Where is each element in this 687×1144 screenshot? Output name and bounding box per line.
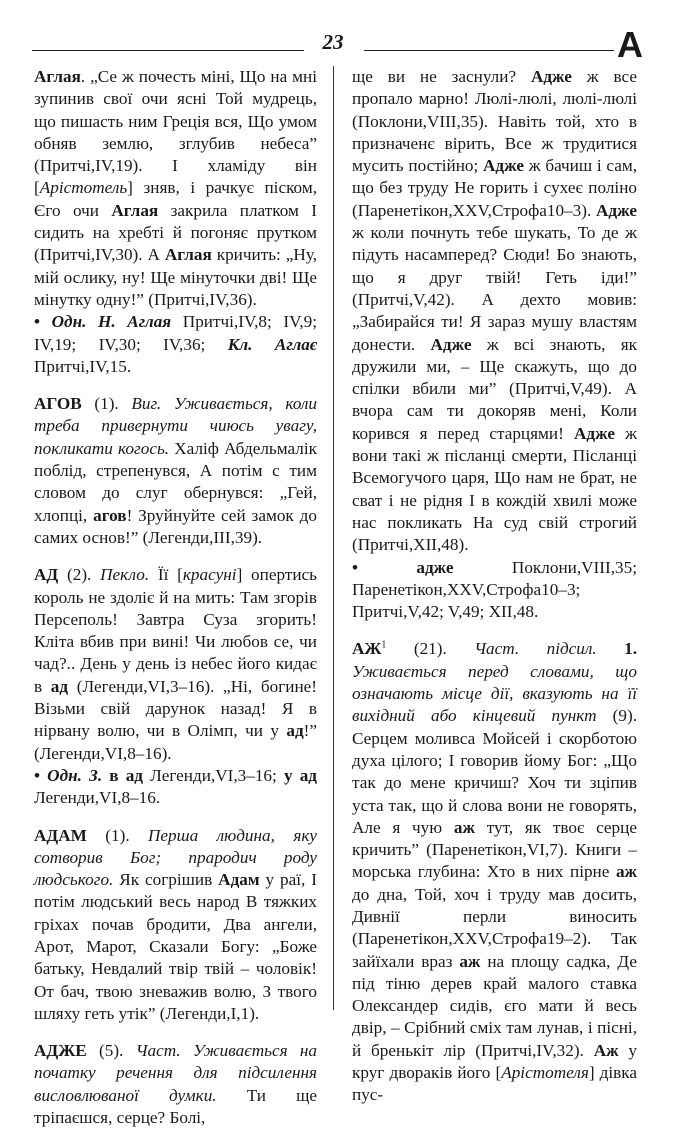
dictionary-entry (34, 66, 317, 378)
entry-text (34, 564, 317, 765)
headword-or-emphasis: аж (615, 862, 637, 882)
gloss-text: Арістотель (39, 178, 128, 198)
headword-or-emphasis: • (352, 557, 417, 577)
body-text: Ти ще тріпаєшся, серце? Болі, (34, 1085, 317, 1128)
headword-or-emphasis: Адже (530, 67, 572, 86)
headword-or-emphasis: аж (453, 817, 475, 837)
entry-text (352, 66, 637, 557)
headword-or-emphasis: 1. (624, 639, 637, 659)
body-text: (9). Серцем моливса Мойсей і скорботою духа цілого; І говорив йому Бог: „Що так до мене кричиш? Хоч ти зціпив уста так, що й слова вони не говорять, Але я чую (352, 706, 637, 837)
dictionary-entry (34, 1040, 317, 1129)
body-text: кричить: „Ну, мій ослику, ну! Ще мінуточки дві! Ще мінутку одну!” (Притчі,IV,36). (34, 245, 317, 309)
right-column (352, 66, 637, 1122)
headword-or-emphasis: АДАМ (34, 825, 87, 845)
body-text: тут, як твоє серце кричить” (Паренетікон,VI,7). Книги – морська глубина: Хто в них пірне (352, 817, 637, 882)
headword-or-emphasis: АД (34, 565, 59, 585)
headword-or-emphasis: ад (286, 721, 304, 741)
headword-or-emphasis: • (34, 765, 48, 785)
headword-or-emphasis: в ад (102, 765, 144, 785)
gloss-text: Арістотеля (501, 1063, 589, 1083)
headword-or-emphasis: Адже (430, 334, 472, 354)
body-text: Притчі,IV,8; IV,9; IV,19; IV,30; IV,36; (34, 312, 317, 354)
body-text: (21). (386, 639, 475, 659)
body-text: ж все пропало марно! Люлі-люлі, люлі-люлі (Поклони,VIII,35). Навіть той, хто в призначенє вірить, Все ж трудитися мусить постійно; (352, 67, 637, 176)
body-text: !” (Легенди,VI,8–16). (34, 721, 317, 763)
body-text: 1 (381, 639, 387, 651)
dictionary-entry (34, 393, 317, 549)
headword-or-emphasis: аж (459, 951, 481, 971)
body-text: Її [ (149, 565, 183, 585)
body-text: (1). (86, 825, 149, 845)
left-column (34, 66, 317, 1144)
body-text: у круг двораків його [ (352, 1040, 638, 1083)
headword-or-emphasis: Аглая (164, 245, 212, 265)
body-text: Притчі,IV,15. (34, 356, 132, 376)
body-text: Легенди,VI,8–16. (34, 788, 161, 808)
headword-or-emphasis: адже (416, 557, 454, 577)
headword-or-emphasis: Аглая (111, 200, 159, 220)
headword-or-emphasis: Одн. Н. Аглая (51, 312, 172, 332)
gloss-text: Част. підсил. (474, 639, 597, 659)
body-text: Як согрішив (113, 870, 219, 890)
body-text: Халіф Абдельмалік поблід, стрепенувся, А потім с тим словом до слуг обернувся: „Гей, хлопці, (34, 438, 317, 525)
body-text: (2). (58, 565, 101, 585)
headword-or-emphasis: Адже (596, 200, 637, 220)
dictionary-entry (34, 825, 317, 1026)
page-header (0, 0, 687, 66)
body-text: ж коли почнуть тебе шукать, То де ж підуть насамперед? Сюди! Бо знають, що я друг твій! Геть іди!” (Притчі,V,42). А дехто мовив: „Забирайся ти! Я зараз мушу властям донести. (352, 223, 637, 354)
gloss-text: Пекло. (100, 565, 150, 585)
body-text: Поклони,VIII,35; Паренетікон,XXV,Строфа10–3; Притчі,V,42; V,49; XII,48. (352, 557, 637, 622)
headword-or-emphasis: АЖ (352, 639, 382, 659)
body-text: ж бачиш і сам, що без труду Не горить і сухеє поліно (Паренетікон,XXV,Строфа10–3). (352, 156, 637, 220)
column-divider (333, 66, 334, 1010)
body-text: ж всі знають, як дружили ми, – Ще скажуть, що до спілки вбили ми” (Притчі,V,49). А вчора сам ти докоряв мені, Коли корився я перед старцями! (352, 334, 637, 443)
body-text: ] зняв, і рачкує піском, Єго очи (34, 178, 317, 220)
gloss-text: Част. Уживається на початку речення для підсилення висловлюваної думки. (34, 1041, 317, 1105)
gloss-text: Уживається перед словами, що означають місце дії, вказують на її вихідний або кінцевий пункт (352, 661, 637, 726)
headword-or-emphasis: Аж (593, 1040, 619, 1060)
body-text: закрила платком І сидить на хребті й погоняє прутком (Притчі,IV,30). А (34, 200, 317, 265)
headword-or-emphasis: у ад (283, 765, 317, 785)
body-text: (5). (86, 1041, 136, 1061)
entry-text (34, 393, 317, 549)
headword-or-emphasis: Адже (483, 156, 524, 176)
entry-forms (34, 765, 317, 810)
entry-forms (352, 557, 637, 624)
gloss-text: Виг. Уживається, коли треба привернути чиюсь увагу, покликати когось. (34, 394, 317, 458)
body-text: ] опертись король не здоліє й на мить: Там згорів Персеполь! Завтра Суза згорить! Кліта вбив при вині! Чи любов се, чи чад?.. День у день із небес його кидає в (34, 565, 318, 696)
body-text: Легенди,VI,3–16; (143, 765, 284, 785)
entry-forms (34, 311, 317, 378)
page-number: 23 (322, 30, 344, 54)
headword-or-emphasis: • (34, 312, 52, 332)
headword-or-emphasis: АГОВ (34, 394, 82, 414)
gloss-text: красуні (182, 565, 237, 585)
body-text: ] дівка пус- (352, 1063, 637, 1105)
body-text: ще ви не заснули? (352, 67, 531, 86)
entry-text (34, 825, 317, 1026)
header-rule-right (364, 50, 614, 51)
body-text: (1). (81, 394, 132, 414)
body-text (597, 639, 624, 658)
entry-text (34, 66, 317, 311)
headword-or-emphasis: Адже (573, 423, 615, 443)
dictionary-entry (34, 564, 317, 809)
headword-or-emphasis: агов (93, 505, 127, 525)
headword-or-emphasis: ад (50, 676, 69, 696)
entry-text (352, 638, 637, 1106)
header-rule-left (32, 50, 304, 51)
entry-text (34, 1040, 317, 1129)
dictionary-entry (352, 638, 637, 1106)
body-text: (Легенди,VI,3–16). „Ні, богине! Візьми свій дарунок назад! Я в нірвану волю, чи в Олімп, чи у (34, 676, 317, 741)
body-text: . „Се ж почесть міні, Що на мні зупинив свої очи ясні Той мудрець, що пишасть ним Грецiя вся, Що умом обняв землю, зглубив небеса” (Притчі,IV,19). І хламіду він [ (34, 67, 317, 198)
gloss-text: Перша людина, яку сотворив Бог; прародич роду людського. (34, 825, 317, 890)
body-text: ж вони такі ж післанці смерти, Післанці Всемогучого царя, Що нам не брат, не сват і не рідня І в кождій хвилі може нас покликать На суд свій строгий (Притчі,XII,48). (352, 423, 637, 555)
body-text: у раї, І потім людський весь народ В тяжких гріхах почав бродити, Два ангели, Арот, Марот, Сказали Богу: „Боже батьку, Невдалий твір твій – чоловік! От бач, твою зневажив волю, З твого шляху геть утік” (Легенди,I,1). (34, 870, 317, 1023)
headword-or-emphasis: Кл. Аглає (227, 334, 317, 354)
section-letter: А (617, 24, 643, 65)
headword-or-emphasis: Аглая (34, 67, 81, 86)
body-text: до дна, Той, хоч і труду мав досить, Дивнії перли виносить (Паренетікон,XXV,Строфа19–2). Так зайїхали враз (352, 884, 637, 971)
headword-or-emphasis: Одн. З. (47, 765, 103, 785)
body-text: ! Зруйнуйте сей замок до самих основ!” (Легенди,III,39). (34, 505, 318, 547)
headword-or-emphasis: Адам (218, 870, 260, 890)
headword-or-emphasis: АДЖЕ (34, 1041, 87, 1061)
body-text: на площу садка, Де під тіню дерев край малого ставка Олександер сидів, єго мати й весь двір, – Срібний сміх там лунав, і пісні, й бренькіт лір (Притчі,IV,32). (352, 951, 637, 1060)
dictionary-entry (352, 66, 637, 623)
